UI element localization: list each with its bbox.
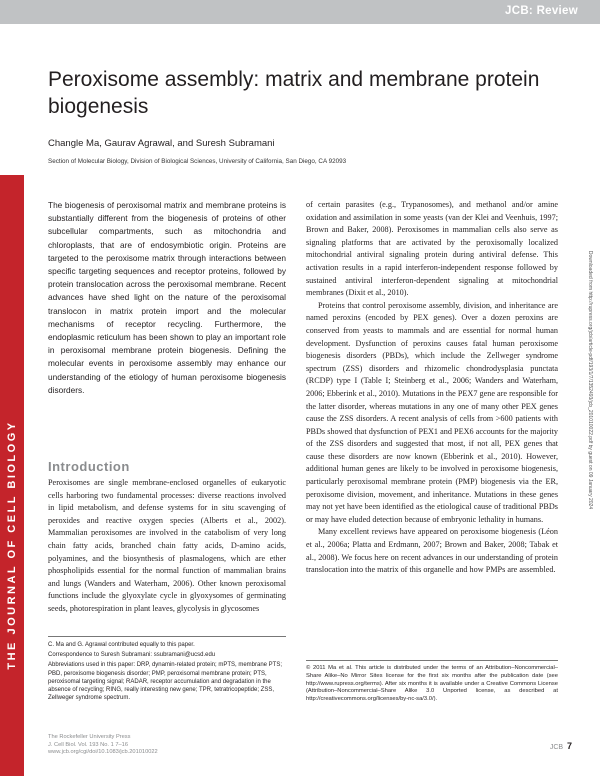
affiliation: Section of Molecular Biology, Division of Biological Sciences, University of California, San Diego, CA 92093 [48,158,347,165]
right-paragraph-1: of certain parasites (e.g., Trypanosomes), and methanol and/or amine oxidation and assimilation in some yeasts (van der Klei and Veenhuis, 1997; Brown and Baker, 2008). Peroxisomes in mammalian cells also serve as signaling platforms that are activated by the peroxisomally localized mitochondrial antiviral signaling protein during antiviral defense. This activation results in a rapid interferon-independent response followed by sustained antiviral interferon-dependent signaling at mitochondrial membranes (Dixit et al., 2010). [306,200,558,298]
side-band [0,175,24,776]
download-note: Downloaded from http://rupress.org/jcb/article-pdf/193/1/7/1352493/jcb_201010022.pdf by guest on 09 January 2024 [587,250,593,510]
correspondence-note: Correspondence to Suresh Subramani: ssubramani@ucsd.edu [48,652,216,659]
right-paragraph-2: Proteins that control peroxisome assembly, division, and inheritance are named peroxins (encoded by PEX genes). Over a dozen peroxins are conserved from yeasts to mammals and are essential for normal human development. Dysfunction of peroxins causes fatal human peroxisome biogenesis disorders (PBDs), which include the Zellweger syndrome spectrum (ZSS) disorders and rhizomelic chondrodysplasia punctata (RCDP) type I (Table I; Steinberg et al., 2006; Wanders and Waterham, 2006; Ebberink et al., 2010). Mutations in the PEX7 gene are responsible for the latter disorder, whereas mutations in any one of many other PEX genes cause the ZSS disorders. A recent analysis of cells from >600 patients with PBDs showed that dysfunction of PEX1 and PEX6 accounts for the majority of the ZSS disorders and suggested that most, if not all, PEX genes that cause these disorders are now known (Ebberink et al., 2010). However, additional human genes are likely to be involved in peroxisome biogenesis, particularly peroxisomal membrane protein (PMP) biogenesis via the ER, peroxisome division, movement, and inheritance. Mutations in these genes may not yet have been identified as the etiological cause of traditional PBDs or may have eluded detection because of embryonic lethality in humans. [306,300,558,524]
publisher-name: The Rockefeller University Press [48,734,131,740]
journal-side-label: THE JOURNAL OF CELL BIOLOGY [6,420,18,670]
article-title: Peroxisome assembly: matrix and membrane protein biogenesis [48,68,540,118]
right-paragraph-3: Many excellent reviews have appeared on peroxisome biogenesis (Léon et al., 2006a; Platta and Erdmann, 2007; Brown and Baker, 2008; Tabak et al., 2008). We focus here on recent advances in our understanding of protein translocation into the matrix of this organelle and how PMPs are assembled. [306,527,558,575]
license-divider [306,660,558,661]
doi-link[interactable]: www.jcb.org/cgi/doi/10.1083/jcb.201010022 [48,749,158,755]
intro-heading: Introduction [48,459,130,474]
intro-body [48,477,286,616]
journal-abbr: JCB: [505,5,534,17]
header-band [0,0,600,24]
abbreviations-note: Abbreviations used in this paper: DRP, dynamin-related protein; mPTS, membrane PTS; PBD, peroxisome biogenesis disorder; PMP, peroxisomal membrane protein; PTS, peroxisomal targeting signal; RADAR, receptor accumulation and degradation in the absence of recycling; RING, really interesting new gene; TPR, tetratricopeptide; ZSS, Zellweger syndrome spectrum. [48,662,282,702]
citation: J. Cell Biol. Vol. 193 No. 1 7–16 [48,741,128,748]
page-prefix: JCB [549,744,564,751]
license-text: © 2011 Ma et al. This article is distributed under the terms of an Attribution–Noncommercial–Share Alike–No Mirror Sites license for the first six months after the publication date (see http://www.rupress.org/terms). After six months it is available under a Creative Commons License (Attribution–Noncommercial–Share Alike 3.0 Unported license, as described at http://creativecommons.org/licenses/by-nc-sa/3.0/). [306,665,558,703]
publisher-footer [48,734,158,757]
page-num: 7 [566,741,572,751]
authors: Changle Ma, Gaurav Agrawal, and Suresh Subramani [48,138,275,149]
footnote-divider [48,636,286,637]
journal-header [505,5,578,17]
intro-paragraph: Peroxisomes are single membrane-enclosed organelles of eukaryotic cells harboring two fundamental processes: diverse reactions involved in lipid metabolism, and defense systems for in situ scavenging of peroxides and reactive oxygen species (Alberts et al., 2002). Mammalian peroxisomes are involved in the catabolism of very long chain fatty acids, branched chain fatty acids, D-amino acids, polyamines, and the biosynthesis of plasmalogens, which are ether phospholipids essential for the normal function of mammalian brains and lungs (Wanders and Waterham, 2006). Other known peroxisomal functions include the glyoxylate cycle in glyoxysomes of germinating seeds, photorespiration in plant leaves, glycolysis in glycosomes [48,478,286,613]
abstract: The biogenesis of peroxisomal matrix and membrane proteins is substantially different from the biogenesis of proteins of other subcellular compartments, such as mitochondria and chloroplasts, that are of endosymbiotic origin. Proteins are targeted to the peroxisome matrix through interactions between specific targeting sequences and receptor proteins, followed by protein translocation across the peroxisomal membrane. Recent advances have shed light on the nature of the peroxisomal translocon in matrix protein import and the molecular mechanisms of receptor recycling. Furthermore, the endoplasmic reticulum has been shown to play an important role in peroxisomal membrane protein biogenesis. Defining the molecular events in peroxisome assembly may enhance our understanding of the etiology of human peroxisome biogenesis disorders. [48,200,286,395]
contribution-note: C. Ma and G. Agrawal contributed equally to this paper. [48,642,195,648]
footnotes [48,641,286,704]
right-column [306,199,558,577]
section-label: Review [536,5,578,17]
page-number [550,741,572,751]
